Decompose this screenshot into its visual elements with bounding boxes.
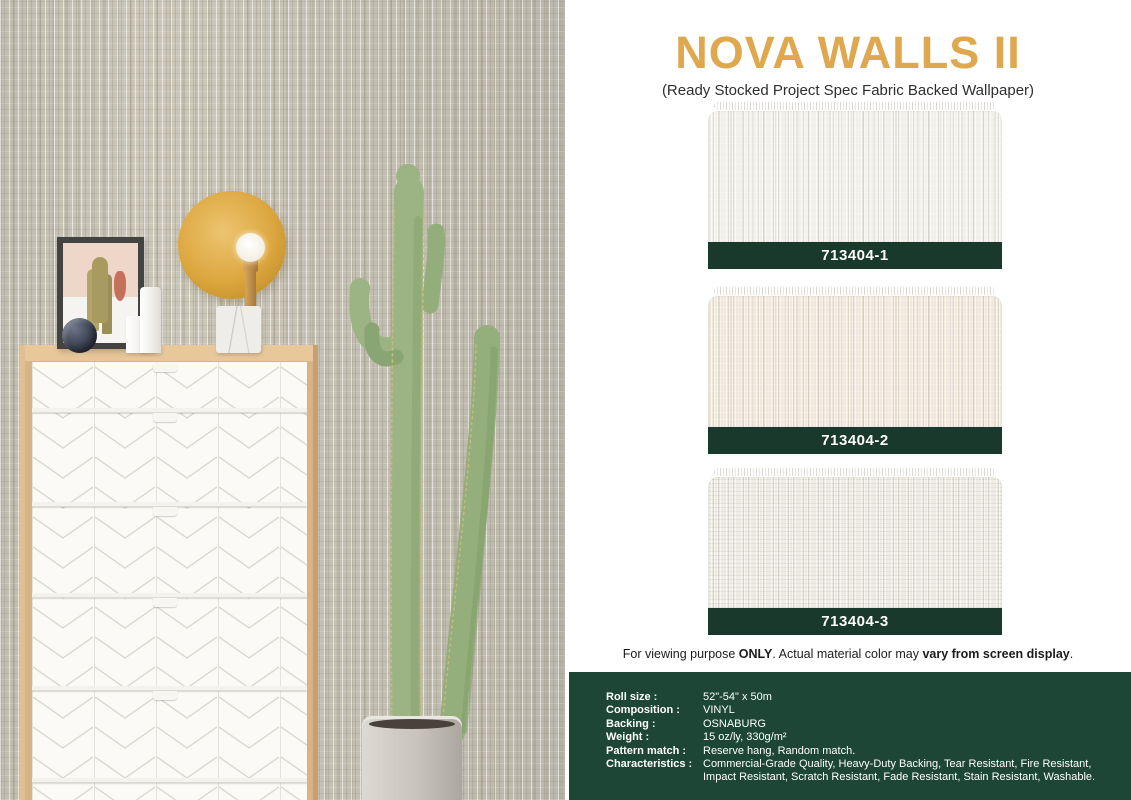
spec-row-roll-size	[606, 691, 1109, 704]
swatch-fringe	[714, 287, 996, 295]
cabinet	[20, 345, 318, 800]
swatch-card	[708, 477, 1002, 635]
drawer-knob	[153, 363, 177, 372]
product-panel	[565, 0, 1131, 800]
spec-row-characteristics	[606, 758, 1109, 785]
spec-row-composition	[606, 704, 1109, 717]
disclaimer-bold: vary from screen display	[922, 647, 1070, 661]
swatch-fringe	[714, 468, 996, 476]
swatch-card	[708, 296, 1002, 454]
spec-value: 15 oz/ly, 330g/m²	[703, 731, 787, 744]
swatch-image-1	[708, 111, 1002, 242]
cabinet-drawers	[32, 362, 307, 800]
spec-label: Pattern match :	[606, 744, 687, 757]
lamp-marble-base	[216, 306, 261, 353]
art-accent	[114, 271, 126, 301]
swatch-image-2	[708, 296, 1002, 427]
disclaimer-bold: ONLY	[738, 647, 773, 661]
swatch-code-bar: 713404-1	[708, 242, 1002, 269]
swatch-fringe	[714, 102, 996, 110]
spec-row-weight	[606, 731, 1109, 744]
chevron-pattern	[32, 362, 307, 800]
spec-label: Characteristics :	[606, 758, 693, 771]
swatch-card	[708, 111, 1002, 269]
spec-value: OSNABURG	[703, 717, 766, 730]
spec-label: Roll size :	[606, 691, 658, 703]
disclaimer-text: For viewing purpose	[622, 647, 739, 661]
page-title: NOVA WALLS II	[675, 27, 1021, 78]
swatch-code-bar: 713404-3	[708, 608, 1002, 635]
spec-box	[569, 672, 1131, 800]
lifestyle-photo	[0, 0, 565, 800]
drawer-knob	[153, 507, 177, 516]
spec-label: Composition :	[606, 704, 680, 717]
cactus-plant	[330, 150, 565, 800]
white-candle	[140, 287, 161, 353]
drawer-knob	[153, 691, 177, 700]
disclaimer-text: .	[1069, 647, 1074, 661]
spec-label: Weight :	[606, 731, 650, 744]
spec-label: Backing :	[606, 717, 656, 730]
drawer-knob	[153, 413, 177, 422]
gold-disc-lamp	[178, 191, 286, 299]
swatch-image-3	[708, 477, 1002, 608]
swatch-code-bar: 713404-2	[708, 427, 1002, 454]
disclaimer-text: . Actual material color may	[772, 647, 923, 661]
page-subtitle: (Ready Stocked Project Spec Fabric Backed Wallpaper)	[661, 82, 1035, 99]
spec-value: Reserve hang, Random match.	[703, 744, 856, 757]
drawer-knob	[153, 598, 177, 607]
spec-value: 52"-54" x 50m	[703, 691, 772, 703]
plant-pot	[362, 716, 462, 800]
drawer-divider	[32, 778, 307, 783]
spec-row-pattern-match	[606, 745, 1109, 758]
spec-value: Commercial-Grade Quality, Heavy-Duty Backing, Tear Resistant, Fire Resistant, Impact Resistant, Scratch Resistant, Fade Resistant, Stain Resistant, Washable.	[703, 758, 1096, 784]
wire-ball-ornament	[62, 318, 97, 353]
lamp-stem	[245, 270, 256, 310]
pot-soil	[369, 719, 455, 729]
lamp-bulb	[236, 233, 265, 262]
spec-value: VINYL	[703, 704, 735, 717]
art-cactus-print	[92, 257, 109, 323]
spec-row-backing	[606, 718, 1109, 731]
viewing-disclaimer	[565, 647, 1131, 661]
